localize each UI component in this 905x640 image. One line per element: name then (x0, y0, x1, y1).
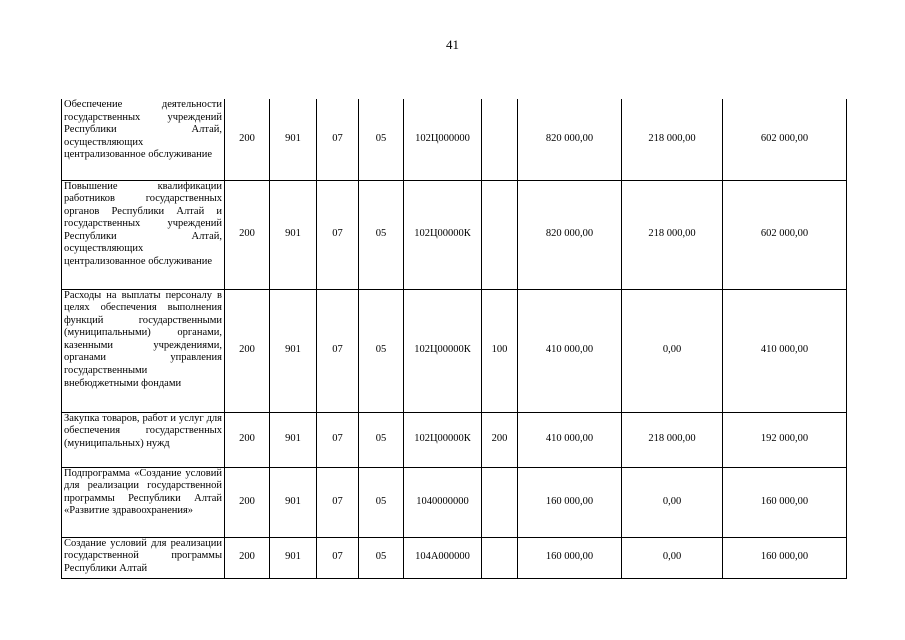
result-amount-cell: 602 000,00 (723, 180, 847, 289)
admin-code-cell: 200 (225, 99, 270, 180)
result-amount-cell: 160 000,00 (723, 467, 847, 537)
total-amount-cell: 160 000,00 (518, 537, 622, 578)
change-amount-cell: 218 000,00 (622, 180, 723, 289)
description-cell: Создание условий для реализации государственной программы Республики Алтай (62, 537, 225, 578)
section-cell: 07 (317, 467, 359, 537)
section-cell: 07 (317, 537, 359, 578)
subsection-cell: 05 (359, 412, 404, 467)
admin-code-cell: 200 (225, 537, 270, 578)
ministry-code-cell: 901 (270, 180, 317, 289)
ministry-code-cell: 901 (270, 537, 317, 578)
ministry-code-cell: 901 (270, 412, 317, 467)
ministry-code-cell: 901 (270, 99, 317, 180)
expense-type-cell (482, 180, 518, 289)
ministry-code-cell: 901 (270, 289, 317, 412)
expense-type-cell (482, 467, 518, 537)
section-cell: 07 (317, 289, 359, 412)
change-amount-cell: 0,00 (622, 289, 723, 412)
change-amount-cell: 218 000,00 (622, 412, 723, 467)
total-amount-cell: 820 000,00 (518, 180, 622, 289)
subsection-cell: 05 (359, 289, 404, 412)
expense-type-cell (482, 99, 518, 180)
total-amount-cell: 410 000,00 (518, 289, 622, 412)
description-cell: Повышение квалификации работников государственных органов Республики Алтай и государственных учреждений Республики Алтай, осуществляющих централизованное обслуживание (62, 180, 225, 289)
change-amount-cell: 0,00 (622, 537, 723, 578)
result-amount-cell: 602 000,00 (723, 99, 847, 180)
description-cell: Подпрограмма «Создание условий для реализации государственной программы Республики Алтай «Развитие здравоохранения» (62, 467, 225, 537)
table-row (62, 537, 847, 578)
admin-code-cell: 200 (225, 412, 270, 467)
target-article-cell: 102Ц00000К (404, 412, 482, 467)
section-cell: 07 (317, 180, 359, 289)
change-amount-cell: 0,00 (622, 467, 723, 537)
target-article-cell: 104А000000 (404, 537, 482, 578)
expense-type-cell: 100 (482, 289, 518, 412)
target-article-cell: 102Ц000000 (404, 99, 482, 180)
subsection-cell: 05 (359, 99, 404, 180)
table-row (62, 467, 847, 537)
result-amount-cell: 410 000,00 (723, 289, 847, 412)
total-amount-cell: 410 000,00 (518, 412, 622, 467)
result-amount-cell: 160 000,00 (723, 537, 847, 578)
section-cell: 07 (317, 99, 359, 180)
change-amount-cell: 218 000,00 (622, 99, 723, 180)
result-amount-cell: 192 000,00 (723, 412, 847, 467)
admin-code-cell: 200 (225, 467, 270, 537)
total-amount-cell: 820 000,00 (518, 99, 622, 180)
section-cell: 07 (317, 412, 359, 467)
expense-type-cell: 200 (482, 412, 518, 467)
description-cell: Обеспечение деятельности государственных учреждений Республики Алтай, осуществляющих централизованное обслуживание (62, 99, 225, 180)
target-article-cell: 102Ц00000К (404, 289, 482, 412)
page-number: 41 (446, 37, 459, 52)
subsection-cell: 05 (359, 180, 404, 289)
description-cell: Закупка товаров, работ и услуг для обеспечения государственных (муниципальных) нужд (62, 412, 225, 467)
description-cell: Расходы на выплаты персоналу в целях обеспечения выполнения функций государственными (муниципальными) органами, казенными учреждениями, органами управления государственными внебюджетными фондами (62, 289, 225, 412)
admin-code-cell: 200 (225, 289, 270, 412)
target-article-cell: 102Ц00000К (404, 180, 482, 289)
admin-code-cell: 200 (225, 180, 270, 289)
budget-table (61, 99, 847, 579)
total-amount-cell: 160 000,00 (518, 467, 622, 537)
subsection-cell: 05 (359, 537, 404, 578)
subsection-cell: 05 (359, 467, 404, 537)
table-row (62, 289, 847, 412)
ministry-code-cell: 901 (270, 467, 317, 537)
expense-type-cell (482, 537, 518, 578)
table-row (62, 180, 847, 289)
table-row (62, 412, 847, 467)
table-row (62, 99, 847, 180)
table-body (62, 99, 847, 578)
target-article-cell: 1040000000 (404, 467, 482, 537)
